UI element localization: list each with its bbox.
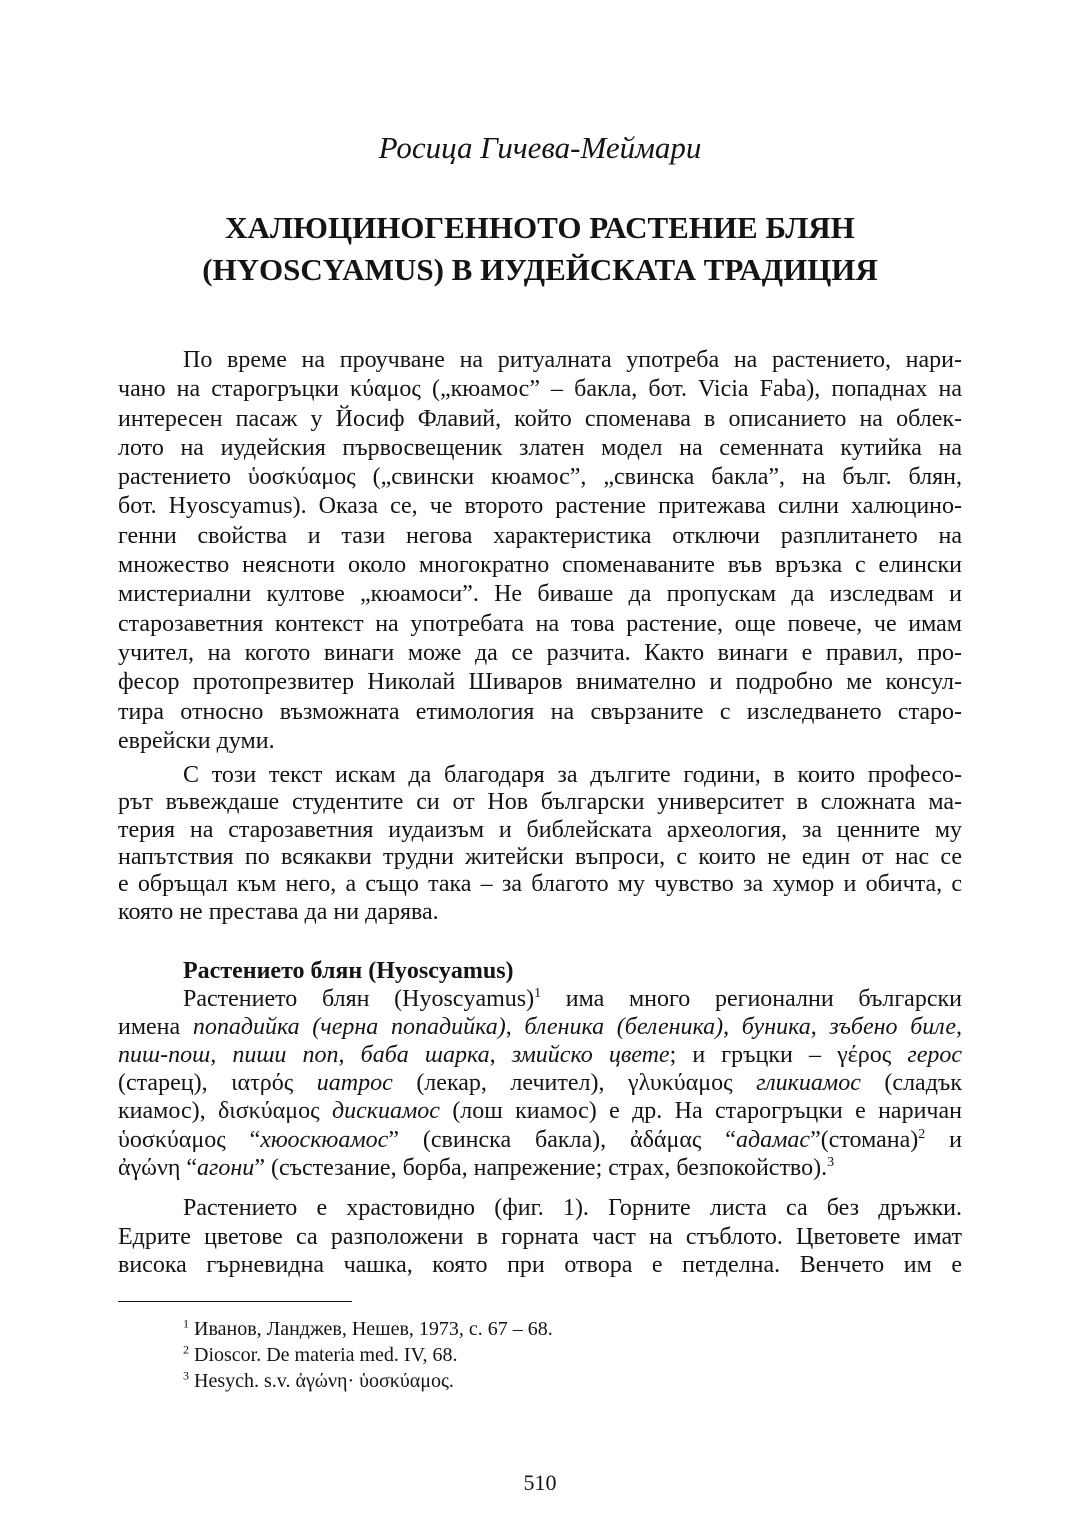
text-line: растението ὑοσκύαμος („свински кюамос”, „свинска бакла”, на бълг. блян,: [118, 464, 962, 490]
text-line: старозаветния контекст на употребата на това растение, още повече, че имам: [118, 611, 962, 637]
text-run: (лекар, лечител), γλυκύαμος: [392, 1070, 757, 1096]
text-line: е обръщал към него, а също така – за благото му чувство за хумор и обичта, с: [118, 871, 962, 897]
italic-term: буника: [741, 1014, 811, 1040]
text-run: ; и гръцки – γέρος: [669, 1042, 908, 1068]
text-line: напътствия по всякакви трудни житейски въпроси, с които не един от нас се: [118, 844, 962, 870]
footnote-text: Иванов, Ланджев, Нешев, 1973, с. 67 – 68.: [194, 1318, 553, 1340]
text-line: [183, 985, 962, 1013]
text-run: ,: [489, 1042, 512, 1068]
text-line: генни свойства и тази негова характеристика отключи разплитането на: [118, 523, 962, 549]
italic-term: бленика (беленика): [524, 1014, 724, 1040]
footnote: [183, 1368, 962, 1394]
text-line: мистериални култове „кюамоси”. Не биваше да пропускам да изследвам и: [118, 581, 962, 607]
text-run: Растението блян (Hyoscyamus): [183, 986, 535, 1012]
footnote-number: 2: [183, 1342, 189, 1357]
italic-term: хюоскюамос: [260, 1127, 389, 1153]
footnote: [183, 1342, 962, 1368]
text-line: [118, 1013, 962, 1041]
italic-term: змийско цвете: [511, 1042, 670, 1068]
text-line: Растението е храстовидно (фиг. 1). Горните листа са без дръжки.: [183, 1195, 962, 1221]
italic-term: герос: [907, 1042, 963, 1068]
text-run: ὑοσκύαμος “: [118, 1127, 261, 1153]
text-run: (лош киамос) е др. На старогръцки е наричан: [439, 1098, 962, 1124]
italic-term: дискиамос: [331, 1098, 440, 1124]
text-line: множество неясноти около многократно споменаваните във връзка с елински: [118, 552, 962, 578]
text-line: учител, на когото винаги може да се разчита. Както винаги е правил, про-: [118, 640, 962, 666]
text-run: ,: [723, 1014, 742, 1040]
text-run: ἀγώνη “: [118, 1155, 198, 1181]
text-line: [118, 1069, 962, 1097]
text-line: чано на старогръцки κύαμος („кюамос” – бакла, бот. Vicia Faba), попаднах на: [118, 376, 962, 402]
text-line: [118, 1154, 962, 1182]
text-line: рът въвеждаше студентите си от Нов български университет в сложната ма-: [118, 789, 962, 815]
text-run: (старец), ιατρός: [118, 1070, 317, 1096]
text-line: фесор протопрезвитер Николай Шиваров внимателно и подробно ме консул-: [118, 669, 962, 695]
text-line: [118, 1097, 962, 1125]
text-line: Едрите цветове са разположени в горната част на стъблото. Цветовете имат: [118, 1224, 962, 1250]
italic-term: баба шарка: [360, 1042, 490, 1068]
author-name: Росица Гичева-Меймари: [378, 130, 702, 165]
footnote-ref: 3: [827, 1155, 835, 1170]
text-run: ” (свинска бакла), ἀδάμας “: [388, 1127, 736, 1153]
italic-term: гликиамос: [756, 1070, 861, 1096]
text-run: ” (състезание, борба, напрежение; страх, безпокойство).: [254, 1155, 828, 1181]
text-run: има много регионални български: [541, 986, 962, 1012]
italic-term: адамас: [735, 1127, 811, 1153]
italic-term: попадийка (черна попадийка): [192, 1014, 506, 1040]
text-line: бот. Hyoscyamus). Оказа се, че второто растение притежава силни халюцино-: [118, 493, 962, 519]
text-line: тира относно възможната етимология на свързаните с изследването старо-: [118, 699, 962, 725]
italic-term: пиш-пош, пиши поп: [118, 1042, 339, 1068]
text-line: еврейски думи.: [118, 728, 275, 754]
italic-term: агони: [197, 1155, 255, 1181]
text-run: и: [925, 1127, 962, 1153]
text-line: По време на проучване на ритуалната употреба на растението, нари-: [183, 347, 962, 373]
footnote-ref: 2: [918, 1127, 926, 1142]
text-line: [118, 1126, 962, 1154]
footnote: [183, 1316, 962, 1342]
article-title-line-2: (HYOSCYAMUS) В ИУДЕЙСКАТА ТРАДИЦИЯ: [202, 252, 878, 287]
footnote-text: Dioscor. De materia med. IV, 68.: [194, 1344, 458, 1366]
italic-term: зъбено биле,: [829, 1014, 963, 1040]
text-line: [118, 1041, 962, 1069]
text-line: лото на иудейския първосвещеник златен модел на семенната кутийка на: [118, 435, 962, 461]
footnote-number: 1: [183, 1316, 189, 1331]
text-line: интересен пасаж у Йосиф Флавий, който споменава в описанието на облек-: [118, 406, 962, 432]
page-number: 510: [523, 1470, 557, 1495]
text-run: ,: [338, 1042, 361, 1068]
text-run: киамос), δισκύαμος: [118, 1098, 332, 1124]
footnote-text: Hesych. s.v. ἀγώνη· ὑοσκύαμος.: [194, 1370, 454, 1392]
text-line: която не престава да ни дарява.: [118, 899, 439, 925]
text-run: ,: [810, 1014, 830, 1040]
section-heading: Растението блян (Hyoscyamus): [183, 958, 514, 984]
text-run: имена: [118, 1014, 193, 1040]
text-line: терия на старозаветния иудаизъм и библейската археология, за ценните му: [118, 817, 962, 843]
text-run: ”(стомана): [810, 1127, 919, 1153]
text-line: висока гърневидна чашка, която при отвора е петделна. Венчето им е: [118, 1252, 962, 1278]
text-run: (сладък: [860, 1070, 962, 1096]
footnote-number: 3: [183, 1368, 189, 1383]
text-line: С този текст искам да благодаря за дългите години, в които професо-: [183, 762, 962, 788]
article-title-line-1: ХАЛЮЦИНОГЕННОТО РАСТЕНИЕ БЛЯН: [225, 210, 855, 245]
footnote-divider: [118, 1301, 352, 1302]
footnote-ref: 1: [534, 986, 542, 1001]
italic-term: иатрос: [316, 1070, 393, 1096]
text-run: ,: [505, 1014, 525, 1040]
